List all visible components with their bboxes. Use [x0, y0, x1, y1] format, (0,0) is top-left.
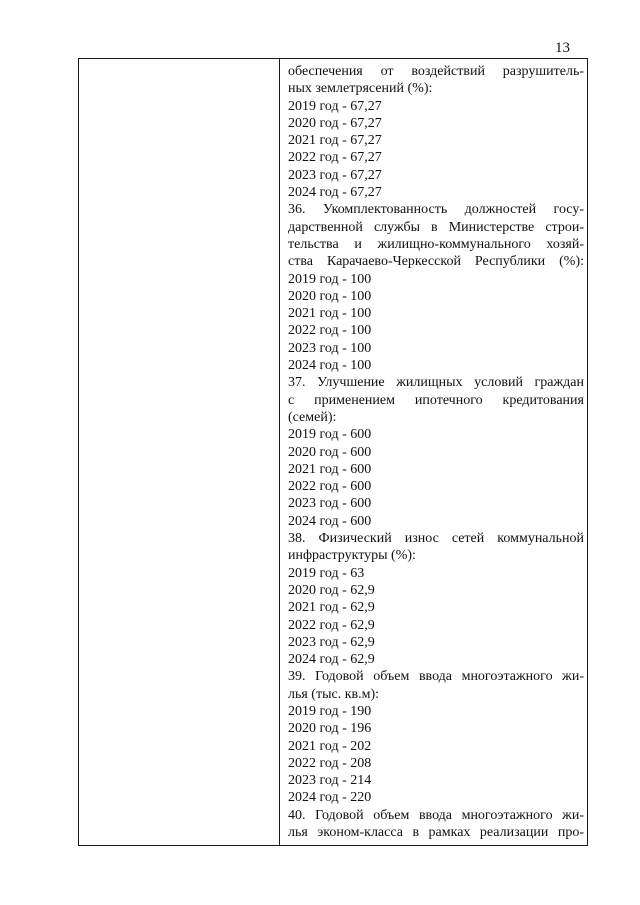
- text-line: 2020 год - 100: [288, 288, 372, 304]
- text-line: 2022 год - 100: [288, 323, 372, 339]
- text-line: 2022 год - 62,9: [288, 617, 375, 633]
- text-line: 2024 год - 100: [288, 358, 372, 374]
- text-line: 2022 год - 600: [288, 479, 372, 495]
- text-line: инфраструктуры (%):: [288, 548, 416, 564]
- text-line: 2024 год - 220: [288, 790, 372, 806]
- text-line: 40. Годовой объем ввода многоэтажного жи-: [288, 807, 584, 823]
- text-line: 2023 год - 100: [288, 340, 372, 356]
- text-line: с применением ипотечного кредитования: [288, 392, 584, 408]
- text-line: 2019 год - 100: [288, 271, 372, 287]
- text-line: 2023 год - 214: [288, 773, 372, 789]
- text-line: 2021 год - 202: [288, 738, 372, 754]
- text-line: 2020 год - 62,9: [288, 582, 375, 598]
- text-line: 2021 год - 100: [288, 306, 372, 322]
- text-line: 36. Укомплектованность должностей госу-: [288, 202, 584, 218]
- text-line: 2021 год - 67,27: [288, 133, 382, 149]
- text-line: 2023 год - 67,27: [288, 167, 382, 183]
- text-line: тельства и жилищно-коммунального хозяй-: [288, 236, 584, 252]
- text-line: (семей):: [288, 409, 337, 425]
- table-right-cell: [280, 59, 587, 845]
- text-line: лья (тыс. кв.м):: [288, 686, 380, 702]
- text-line: 39. Годовой объем ввода многоэтажного жи-: [288, 669, 584, 685]
- text-line: 2019 год - 600: [288, 427, 372, 443]
- text-line: 2024 год - 62,9: [288, 652, 375, 668]
- text-line: 2023 год - 600: [288, 496, 372, 512]
- text-line: ных землетрясений (%):: [288, 81, 433, 97]
- text-line: 2023 год - 62,9: [288, 634, 375, 650]
- text-line: 2019 год - 63: [288, 565, 365, 581]
- indicator-table: [78, 58, 588, 846]
- text-line: 2022 год - 67,27: [288, 150, 382, 166]
- text-line: 2019 год - 67,27: [288, 98, 382, 114]
- text-line: 2019 год - 190: [288, 703, 372, 719]
- page-number: 13: [555, 40, 570, 56]
- text-line: 2024 год - 67,27: [288, 185, 382, 201]
- text-line: 38. Физический износ сетей коммунальной: [288, 531, 584, 547]
- text-line: 2020 год - 67,27: [288, 115, 382, 131]
- text-line: дарственной службы в Министерстве строи-: [288, 219, 584, 235]
- text-line: 2021 год - 600: [288, 461, 372, 477]
- text-line: обеспечения от воздействий разрушитель-: [288, 64, 584, 79]
- text-line: 2020 год - 600: [288, 444, 372, 460]
- text-line: 2021 год - 62,9: [288, 600, 375, 616]
- text-line: ства Карачаево-Черкесской Республики (%):: [288, 254, 584, 270]
- table-left-cell: [79, 59, 280, 845]
- text-line: лья эконом-класса в рамках реализации про-: [288, 825, 584, 841]
- text-line: 2020 год - 196: [288, 721, 372, 737]
- text-line: 37. Улучшение жилищных условий граждан: [288, 375, 584, 391]
- text-line: 2022 год - 208: [288, 755, 372, 771]
- text-line: 2024 год - 600: [288, 513, 372, 529]
